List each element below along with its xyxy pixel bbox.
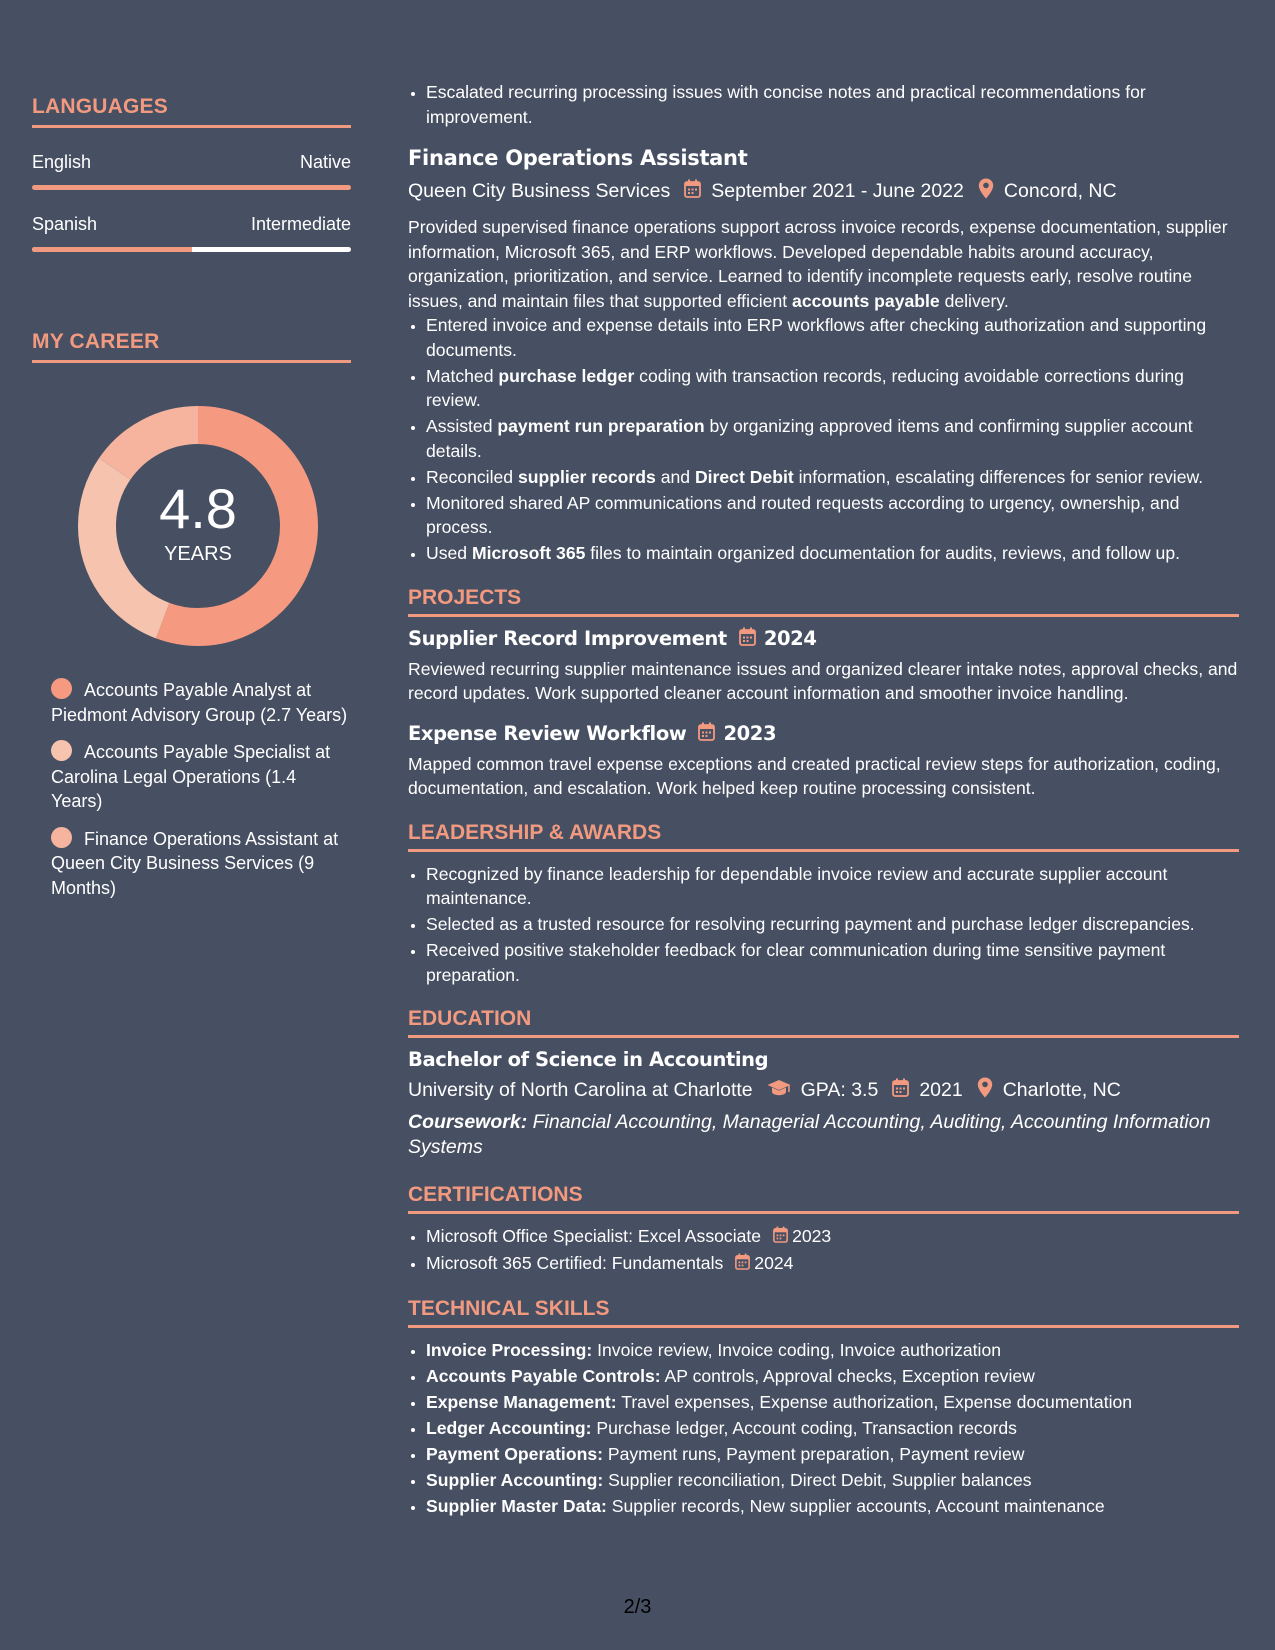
project-year: 2023 [723, 722, 777, 745]
language-bar [32, 185, 351, 190]
graduation-cap-icon [767, 1079, 791, 1103]
language-bar [32, 247, 351, 252]
list-item: • Escalated recurring processing issues with concise notes and practical recommendations for improvement. [426, 80, 1239, 129]
career-legend-item [51, 740, 351, 814]
location-pin-icon [977, 1077, 993, 1104]
list-item: • Expense Management: Travel expenses, Expense authorization, Expense documentation [426, 1390, 1239, 1415]
legend-dot [51, 827, 72, 848]
list-item: • Assisted payment run preparation by organizing approved items and confirming supplier account details. [426, 414, 1239, 463]
list-item: • Payment Operations: Payment runs, Payment preparation, Payment review [426, 1442, 1239, 1467]
career-legend-item [51, 827, 351, 901]
legend-dot [51, 678, 72, 699]
list-item: • Supplier Master Data: Supplier records, New supplier accounts, Account maintenance [426, 1494, 1239, 1519]
legend-label: Finance Operations Assistant at Queen City Business Services (9 Months) [51, 828, 339, 898]
career-legend-item [51, 678, 351, 727]
main-content [408, 80, 1239, 1520]
list-item: • Reconciled supplier records and Direct Debit information, escalating differences for senior review. [426, 465, 1239, 490]
career-unit: YEARS [164, 542, 232, 565]
language-bar-fill [32, 185, 351, 190]
project-desc: Mapped common travel expense exceptions and created practical review steps for authorization, coding, documentation, and escalation. Work helped keep routine processing consistent. [408, 753, 1221, 798]
list-item: • Ledger Accounting: Purchase ledger, Account coding, Transaction records [426, 1416, 1239, 1441]
carry-bullets [408, 80, 1239, 129]
coursework: Coursework: Financial Accounting, Managerial Accounting, Auditing, Accounting Information Systems [408, 1111, 1211, 1158]
school-location: Charlotte, NC [1002, 1079, 1121, 1101]
project-year: 2024 [763, 627, 817, 650]
career-legend [32, 678, 351, 900]
job-company: Queen City Business Services [408, 180, 671, 202]
page-number: 2/3 [623, 1596, 652, 1618]
list-item: • Supplier Accounting: Supplier reconciliation, Direct Debit, Supplier balances [426, 1468, 1239, 1493]
list-item: • Used Microsoft 365 files to maintain organized documentation for audits, reviews, and follow up. [426, 541, 1239, 566]
job-summary: Provided supervised finance operations support across invoice records, expense documentation, supplier information, Microsoft 365, and ERP workflows. Developed dependable habits around accuracy, organization, prioritization, and service. Learned to identify incomplete requests early, resolve routine issues, and maintain files that supported efficient accounts payable delivery. [408, 217, 1228, 311]
legend-label: Accounts Payable Specialist at Carolina Legal Operations (1.4 Years) [51, 742, 331, 811]
language-name: English [32, 152, 92, 172]
list-item: • Matched purchase ledger coding with transaction records, reducing avoidable corrections during review. [426, 364, 1239, 413]
certifications-list [408, 1224, 1239, 1277]
education-meta [408, 1077, 1239, 1104]
list-item: • Microsoft Office Specialist: Excel Associate 2023 [426, 1224, 1239, 1250]
career-title: MY CAREER [32, 330, 351, 363]
job-title: Finance Operations Assistant [408, 146, 748, 170]
projects-title: PROJECTS [408, 586, 1239, 617]
career-total: 4.8 [159, 476, 237, 540]
language-item [32, 152, 351, 190]
leadership-list [408, 862, 1239, 988]
leadership-title: LEADERSHIP & AWARDS [408, 821, 1239, 852]
job-dates: September 2021 - June 2022 [711, 180, 964, 202]
legend-dot [51, 740, 72, 761]
school-name: University of North Carolina at Charlotte [408, 1079, 753, 1101]
project-item [408, 627, 1239, 706]
career-donut [78, 406, 318, 646]
education-title: EDUCATION [408, 1007, 1239, 1038]
legend-label: Accounts Payable Analyst at Piedmont Advisory Group (2.7 Years) [51, 680, 348, 725]
languages-title: LANGUAGES [32, 95, 351, 128]
list-item: • Accounts Payable Controls: AP controls, Approval checks, Exception review [426, 1364, 1239, 1389]
language-bar-fill [32, 247, 192, 252]
calendar-icon [684, 179, 701, 204]
calendar-icon [735, 1252, 750, 1277]
skills-title: TECHNICAL SKILLS [408, 1297, 1239, 1328]
list-item: • Received positive stakeholder feedback for clear communication during time sensitive payment preparation. [426, 938, 1239, 987]
certifications-title: CERTIFICATIONS [408, 1183, 1239, 1214]
language-item [32, 214, 351, 252]
job-bullets [408, 313, 1239, 566]
list-item: • Invoice Processing: Invoice review, Invoice coding, Invoice authorization [426, 1338, 1239, 1363]
job-location: Concord, NC [1003, 180, 1117, 202]
location-pin-icon [978, 178, 994, 205]
list-item: • Selected as a trusted resource for resolving recurring payment and purchase ledger discrepancies. [426, 912, 1239, 937]
list-item: • Monitored shared AP communications and routed requests according to urgency, ownership, and process. [426, 491, 1239, 540]
project-desc: Reviewed recurring supplier maintenance issues and organized clearer intake notes, approval checks, and record updates. Work supported cleaner account information and smoother invoice handling. [408, 658, 1238, 703]
degree-title: Bachelor of Science in Accounting [408, 1048, 769, 1071]
list-item: • Microsoft 365 Certified: Fundamentals 2024 [426, 1251, 1239, 1277]
project-name: Supplier Record Improvement [408, 627, 727, 650]
calendar-icon [773, 1225, 788, 1250]
calendar-icon [698, 722, 715, 746]
project-name: Expense Review Workflow [408, 722, 687, 745]
language-name: Spanish [32, 214, 98, 234]
graduation-year: 2021 [919, 1079, 963, 1101]
calendar-icon [739, 627, 756, 651]
sidebar [32, 95, 351, 913]
list-item: • Entered invoice and expense details into ERP workflows after checking authorization and supporting documents. [426, 313, 1239, 362]
gpa: GPA: 3.5 [800, 1079, 879, 1101]
list-item: • Recognized by finance leadership for dependable invoice review and accurate supplier account maintenance. [426, 862, 1239, 911]
skills-list [408, 1338, 1239, 1519]
calendar-icon [892, 1078, 909, 1103]
language-level: Intermediate [250, 214, 351, 234]
project-item [408, 722, 1239, 801]
job-meta [408, 178, 1239, 205]
language-level: Native [299, 152, 351, 172]
